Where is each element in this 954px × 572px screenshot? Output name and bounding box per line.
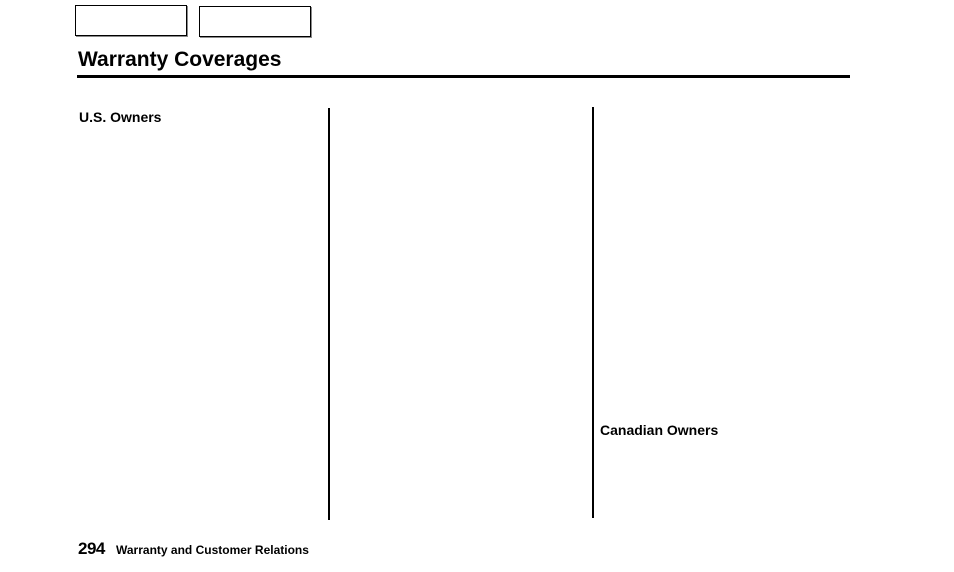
section-heading-us-owners: U.S. Owners bbox=[79, 109, 162, 125]
nav-box-next[interactable] bbox=[199, 6, 311, 37]
footer-section-name: Warranty and Customer Relations bbox=[116, 543, 309, 557]
section-heading-canadian-owners: Canadian Owners bbox=[600, 422, 719, 438]
page-title: Warranty Coverages bbox=[78, 48, 282, 71]
footer-page-number: 294 bbox=[78, 539, 105, 558]
nav-box-previous[interactable] bbox=[75, 5, 187, 36]
column-divider-left bbox=[328, 108, 330, 520]
title-rule bbox=[77, 75, 850, 78]
column-divider-right bbox=[592, 107, 594, 518]
